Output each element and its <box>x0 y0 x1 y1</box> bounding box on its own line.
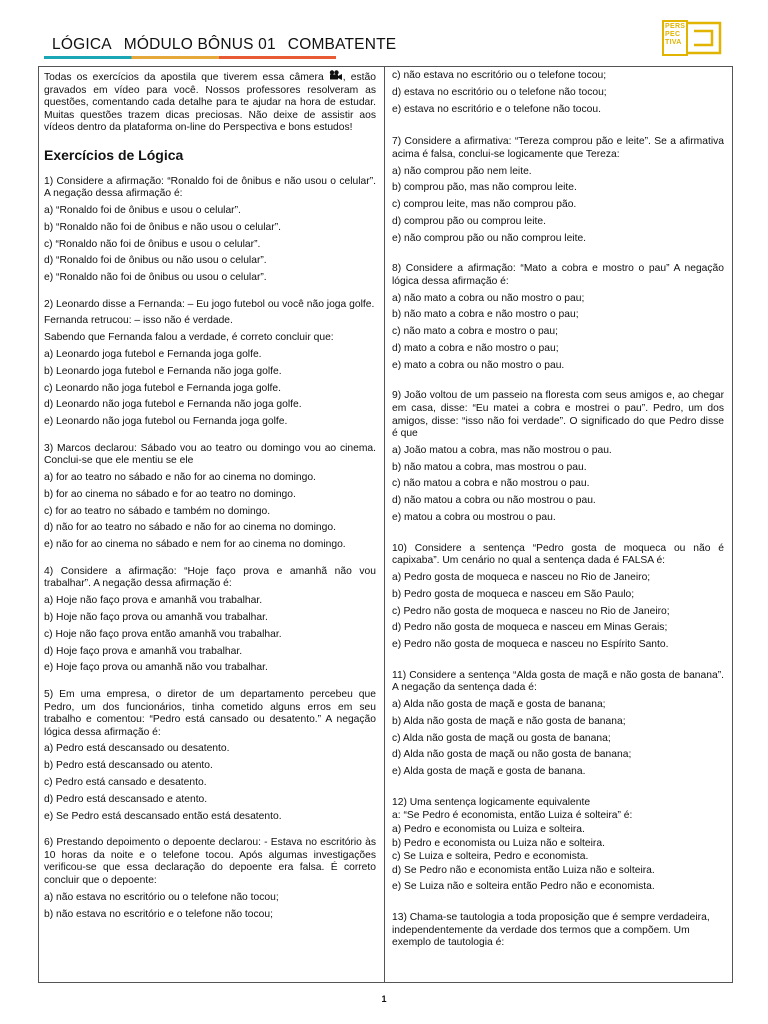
option-e: e) Se Pedro está descansado então está desatento. <box>44 810 282 822</box>
option-e: e) não for ao cinema no sábado e nem for ao cinema no domingo. <box>44 539 346 551</box>
option-a: a) “Ronaldo foi de ônibus e usou o celular”. <box>44 204 241 216</box>
question-1 <box>44 176 376 285</box>
course-label: COMBATENTE <box>287 36 397 53</box>
question-stem: 11) Considere a sentença “Alda gosta de maçã e não gosta de banana”. A negação da sentença dada é: <box>392 669 724 694</box>
right-column <box>392 70 724 953</box>
question-stem-line: Fernanda retrucou: – isso não é verdade. <box>44 315 233 327</box>
logo-text: PERS PEC TIVA <box>665 23 686 46</box>
question-2 <box>44 299 376 429</box>
question-12 <box>392 797 724 894</box>
option-b: b) for ao cinema no sábado e for ao teatro no domingo. <box>44 488 296 500</box>
subject-label: LÓGICA <box>52 36 112 53</box>
question-stem: 1) Considere a afirmação: “Ronaldo foi de ônibus e não usou o celular”. A negação dessa afirmação é: <box>44 175 376 200</box>
option-e: e) Hoje faço prova ou amanhã não vou trabalhar. <box>44 662 268 674</box>
option-e: e) estava no escritório e o telefone não tocou. <box>392 103 601 115</box>
question-stem: 6) Prestando depoimento o depoente declarou: - Estava no escritório às 10 horas da noite e o telefone tocou. Após algumas investigações verificou-se que essa declaração do depoente era falsa. É correto concluir que o depoente: <box>44 837 376 886</box>
option-c: c) Se Luiza e solteira, Pedro e economista. <box>392 851 589 863</box>
option-b: b) “Ronaldo não foi de ônibus e não usou o celular”. <box>44 221 281 233</box>
option-b: b) comprou pão, mas não comprou leite. <box>392 182 577 194</box>
question-stem: 10) Considere a sentença “Pedro gosta de moqueca ou não é capixaba”. Um cenário no qual a sentença dada é FALSA é: <box>392 542 724 567</box>
question-7 <box>392 136 724 245</box>
option-e: e) Alda gosta de maçã e gosta de banana. <box>392 766 586 778</box>
option-d: d) mato a cobra e não mostro o pau; <box>392 342 559 354</box>
question-11 <box>392 670 724 779</box>
option-b: b) não matou a cobra, mas mostrou o pau. <box>392 461 587 473</box>
option-d: d) Se Pedro não e economista então Luiza não e solteira. <box>392 864 655 876</box>
option-d: d) não matou a cobra ou não mostrou o pau. <box>392 495 596 507</box>
option-e: e) Pedro não gosta de moqueca e nasceu no Espírito Santo. <box>392 639 669 651</box>
option-e: e) matou a cobra ou mostrou o pau. <box>392 512 556 524</box>
question-stem: 5) Em uma empresa, o diretor de um departamento percebeu que Pedro, um dos funcionários, tinha cometido alguns erros em seu trabalho e comentou: “Pedro está cansado ou desatento.” A negação lógica dessa afirmação é: <box>44 688 376 738</box>
option-b: b) Leonardo joga futebol e Fernanda não joga golfe. <box>44 365 282 377</box>
option-b: b) Hoje não faço prova ou amanhã vou trabalhar. <box>44 611 268 623</box>
option-c: c) não estava no escritório ou o telefone tocou; <box>392 70 607 81</box>
option-e: e) “Ronaldo não foi de ônibus ou usou o celular”. <box>44 272 267 284</box>
option-b: b) Pedro está descansado ou atento. <box>44 760 213 772</box>
option-a: a) for ao teatro no sábado e não for ao cinema no domingo. <box>44 472 316 484</box>
question-stem: 2) Leonardo disse a Fernanda: – Eu jogo futebol ou você não joga golfe. <box>44 298 375 310</box>
option-d: d) estava no escritório ou o telefone não tocou; <box>392 86 607 98</box>
question-6 <box>44 837 376 921</box>
question-stem: 3) Marcos declarou: Sábado vou ao teatro ou domingo vou ao cinema. Conclui-se que ele mentiu se ele <box>44 442 376 467</box>
option-e: e) mato a cobra ou não mostro o pau. <box>392 359 565 371</box>
option-e: e) Leonardo não joga futebol ou Fernanda joga golfe. <box>44 416 288 428</box>
option-b: b) Pedro gosta de moqueca e nasceu em São Paulo; <box>392 588 635 600</box>
column-divider <box>384 67 385 982</box>
question-stem: 12) Uma sentença logicamente equivalente <box>392 796 591 808</box>
option-d: d) Leonardo não joga futebol e Fernanda não joga golfe. <box>44 399 302 411</box>
header-accent-line <box>44 56 336 59</box>
option-b: b) não mato a cobra e não mostro o pau; <box>392 309 579 321</box>
option-c: c) não matou a cobra e não mostrou o pau. <box>392 478 590 490</box>
intro-paragraph: Todas os exercícios da apostila que tiverem essa câmera , estão gravados em vídeo para você. Nossos professores resolveram as questões, comentando cada detalhe para te ajudar na hora de estudar. Muitas questões trazem dicas preciosas. Não deixe de assistir aos vídeos dentro da plataforma on-line do Perspectiva e bons estudos! <box>44 72 376 134</box>
section-title: Exercícios de Lógica <box>44 146 184 163</box>
question-stem: 7) Considere a afirmativa: “Tereza comprou pão e leite”. Se a afirmativa acima é falsa, conclui-se logicamente que Tereza: <box>392 136 724 160</box>
question-stem: 4) Considere a afirmação: “Hoje faço prova e amanhã não vou trabalhar”. A negação dessa afirmação é: <box>44 565 376 590</box>
option-c: c) “Ronaldo não foi de ônibus e usou o celular”. <box>44 238 261 250</box>
option-a: a) Alda não gosta de maçã e gosta de banana; <box>392 699 606 711</box>
option-a: a) Pedro gosta de moqueca e nasceu no Rio de Janeiro; <box>392 572 651 583</box>
question-13 <box>392 912 724 950</box>
option-d: d) Pedro não gosta de moqueca e nasceu em Minas Gerais; <box>392 622 668 634</box>
module-label: MÓDULO BÔNUS 01 <box>123 36 276 53</box>
option-e: e) Se Luiza não e solteira então Pedro não e economista. <box>392 881 655 893</box>
option-d: d) comprou pão ou comprou leite. <box>392 215 546 227</box>
option-a: a) não mato a cobra ou não mostro o pau; <box>392 292 585 304</box>
option-b: b) não estava no escritório e o telefone não tocou; <box>44 908 273 920</box>
option-a: a) Hoje não faço prova e amanhã vou trabalhar. <box>44 595 263 607</box>
option-c: c) Pedro não gosta de moqueca e nasceu no Rio de Janeiro; <box>392 605 670 617</box>
question-stem-line: a: “Se Pedro é economista, então Luiza é solteira” é: <box>392 810 633 822</box>
option-a: a) não comprou pão nem leite. <box>392 165 532 177</box>
option-c: c) Alda não gosta de maçã ou gosta de banana; <box>392 732 611 744</box>
left-column <box>44 70 376 921</box>
option-c: c) comprou leite, mas não comprou pão. <box>392 199 577 211</box>
option-b: b) Alda não gosta de maçã e não gosta de banana; <box>392 715 626 727</box>
option-a: a) Pedro e economista ou Luiza e solteira. <box>392 824 585 835</box>
option-a: a) não estava no escritório ou o telefone não tocou; <box>44 891 279 903</box>
page-number: 1 <box>381 994 387 1004</box>
question-4 <box>44 566 376 675</box>
question-stem: 13) Chama-se tautologia a toda proposição que é sempre verdadeira, independentemente da verdade dos termos que a compõem. Um exemplo de tautologia é: <box>392 911 710 949</box>
option-a: a) Leonardo joga futebol e Fernanda joga golfe. <box>44 349 262 360</box>
page-title <box>52 36 396 54</box>
question-3 <box>44 443 376 552</box>
question-stem: 8) Considere a afirmação: “Mato a cobra e mostro o pau” A negação lógica dessa afirmação é: <box>392 263 724 287</box>
question-8 <box>392 263 724 372</box>
perspectiva-logo <box>662 20 722 56</box>
option-c: c) Pedro está cansado e desatento. <box>44 777 207 789</box>
option-e: e) não comprou pão ou não comprou leite. <box>392 232 587 244</box>
option-d: d) Alda não gosta de maçã ou não gosta de banana; <box>392 749 632 761</box>
option-d: d) Hoje faço prova e amanhã vou trabalhar. <box>44 645 243 657</box>
option-b: b) Pedro e economista ou Luiza não e solteira. <box>392 837 605 849</box>
question-6-continued <box>392 70 724 116</box>
option-d: d) “Ronaldo foi de ônibus ou não usou o celular”. <box>44 255 267 267</box>
option-a: a) João matou a cobra, mas não mostrou o pau. <box>392 444 612 456</box>
option-c: c) for ao teatro no sábado e também no domingo. <box>44 505 271 517</box>
question-10 <box>392 543 724 652</box>
question-5 <box>44 689 376 823</box>
option-c: c) Hoje não faço prova então amanhã vou trabalhar. <box>44 628 282 640</box>
question-stem: 9) João voltou de um passeio na floresta com seus amigos e, ao chegar em casa, disse: “Eu matei a cobra e mostrei o pau”. Pedro, um dos amigos, disse: “isso não foi verdade”. O significado do que Pedro disse é que <box>392 390 724 440</box>
option-c: c) Leonardo não joga futebol e Fernanda joga golfe. <box>44 382 282 394</box>
option-d: d) Pedro está descansado e atento. <box>44 793 208 805</box>
question-9 <box>392 390 724 524</box>
option-d: d) não for ao teatro no sábado e não for ao cinema no domingo. <box>44 522 336 534</box>
video-camera-icon <box>329 70 343 84</box>
option-a: a) Pedro está descansado ou desatento. <box>44 743 230 755</box>
option-c: c) não mato a cobra e mostro o pau; <box>392 326 558 338</box>
question-stem-line: Sabendo que Fernanda falou a verdade, é correto concluir que: <box>44 332 334 344</box>
